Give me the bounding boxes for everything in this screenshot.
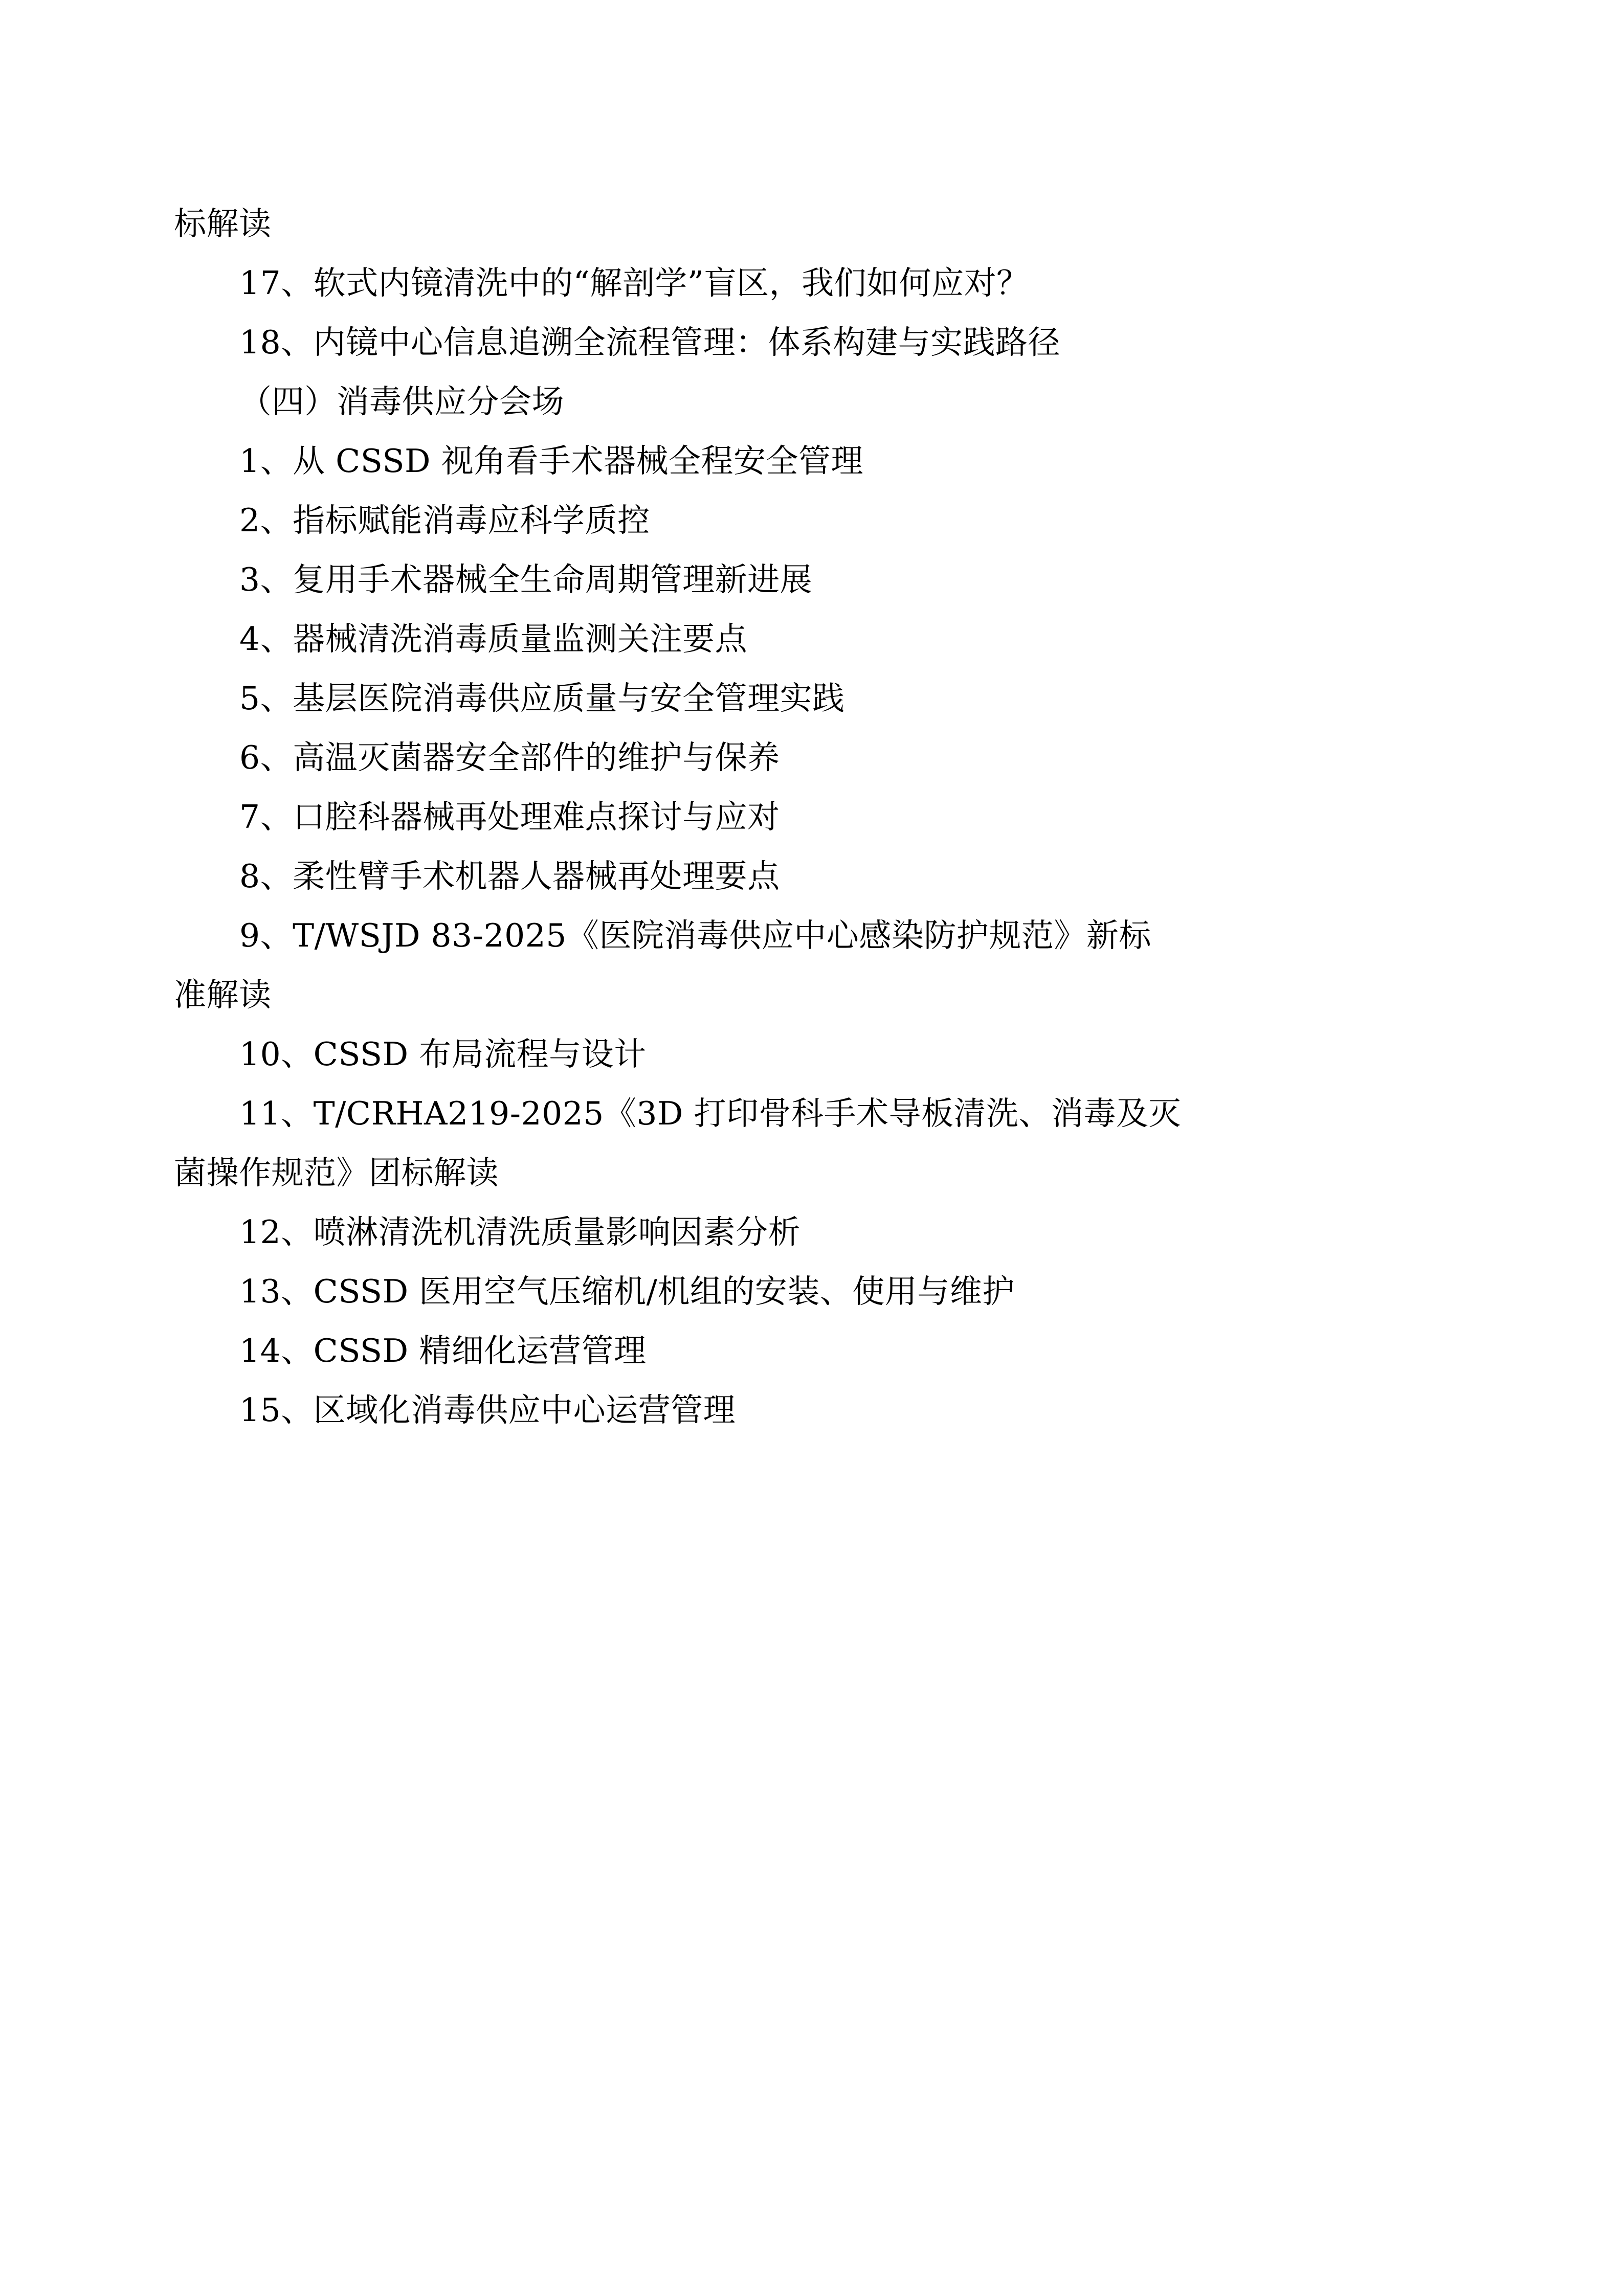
paragraph-line: 准解读 xyxy=(174,976,272,1014)
paragraph-line: 14、CSSD 精细化运营管理 xyxy=(239,1332,647,1369)
paragraph-line: 11、T/CRHA219-2025《3D 打印骨科手术导板清洗、消毒及灭 xyxy=(239,1095,1181,1132)
paragraph-line: 15、区域化消毒供应中心运营管理 xyxy=(239,1391,736,1429)
paragraph-line: 4、器械清洗消毒质量监测关注要点 xyxy=(239,620,748,658)
paragraph-line: 8、柔性臂手术机器人器械再处理要点 xyxy=(239,858,780,895)
paragraph-line: 1、从 CSSD 视角看手术器械全程安全管理 xyxy=(239,442,864,480)
paragraph-line: 5、基层医院消毒供应质量与安全管理实践 xyxy=(239,680,845,717)
paragraph-line: 6、高温灭菌器安全部件的维护与保养 xyxy=(239,739,780,776)
paragraph-line: 13、CSSD 医用空气压缩机/机组的安装、使用与维护 xyxy=(239,1273,1015,1310)
paragraph-line: 12、喷淋清洗机清洗质量影响因素分析 xyxy=(239,1213,801,1251)
paragraph-line: 标解读 xyxy=(174,205,272,242)
document-body xyxy=(174,194,1455,1440)
paragraph-line: 18、内镜中心信息追溯全流程管理：体系构建与实践路径 xyxy=(239,324,1061,361)
paragraph-line: 菌操作规范》团标解读 xyxy=(174,1154,499,1191)
section-heading-line: （四）消毒供应分会场 xyxy=(239,383,564,420)
paragraph-line: 3、复用手术器械全生命周期管理新进展 xyxy=(239,561,813,598)
paragraph-line: 2、指标赋能消毒应科学质控 xyxy=(239,502,650,539)
paragraph-line: 10、CSSD 布局流程与设计 xyxy=(239,1036,647,1073)
paragraph-line: 7、口腔科器械再处理难点探讨与应对 xyxy=(239,798,780,836)
paragraph-line: 9、T/WSJD 83-2025《医院消毒供应中心感染防护规范》新标 xyxy=(239,917,1151,954)
paragraph-line: 17、软式内镜清洗中的“解剖学”盲区，我们如何应对？ xyxy=(239,264,1029,302)
